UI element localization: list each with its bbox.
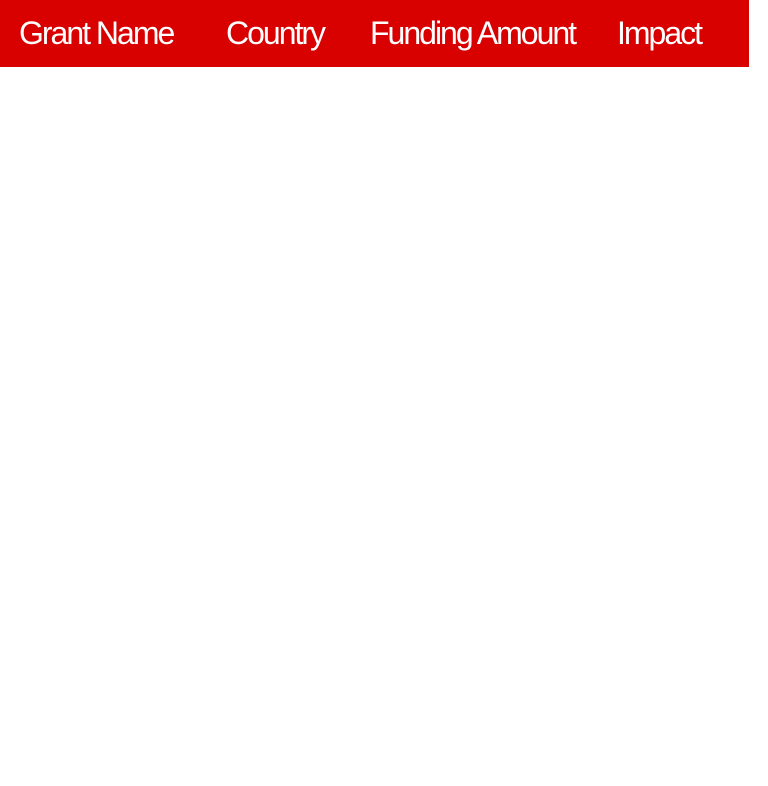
- column-header-grant-name[interactable]: Grant Name: [19, 15, 174, 51]
- table-header-row: [0, 0, 749, 67]
- column-header-country[interactable]: Country: [226, 15, 325, 51]
- column-header-impact[interactable]: Impact: [617, 15, 702, 51]
- column-header-funding-amount[interactable]: Funding Amount: [370, 15, 576, 51]
- table-body: [0, 67, 749, 786]
